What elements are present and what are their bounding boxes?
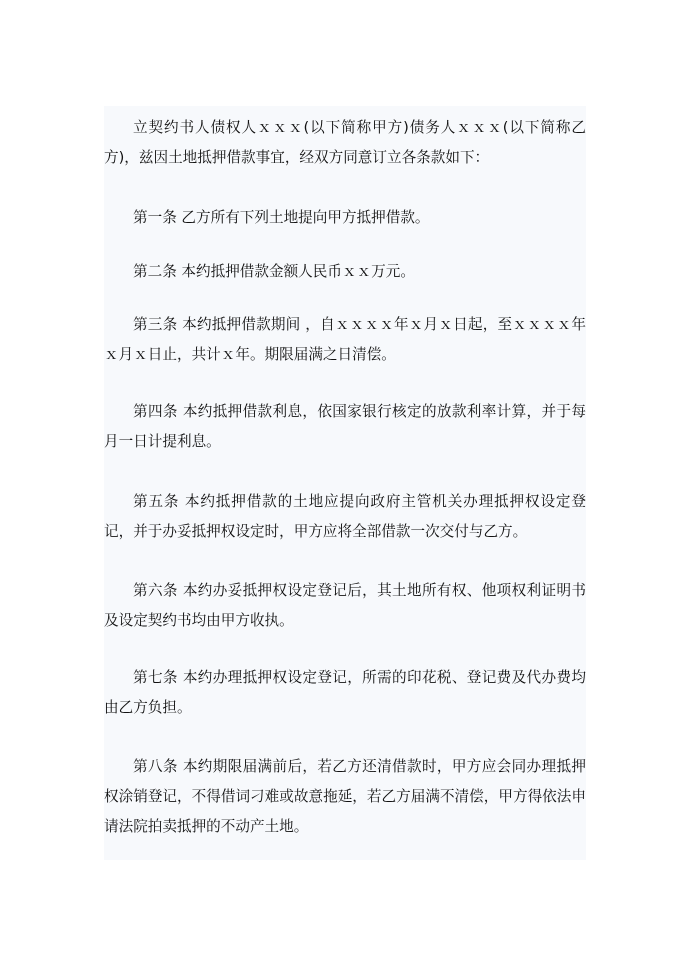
article-3-paragraph: 第三条 本约抵押借款期间 ，自ｘｘｘｘ年ｘ月ｘ日起，至ｘｘｘｘ年ｘ月ｘ日止，共计ｘ年。期限届满之日清偿。 bbox=[104, 316, 586, 363]
article-8-paragraph: 第八条 本约期限届满前后，若乙方还清借款时，甲方应会同办理抵押权涂销登记，不得借词刁难或故意拖延，若乙方届满不清偿，甲方得依法申请法院拍卖抵押的不动产土地。 bbox=[104, 758, 586, 835]
article-7-paragraph: 第七条 本约办理抵押权设定登记，所需的印花税、登记费及代办费均由乙方负担。 bbox=[104, 669, 586, 716]
preamble-paragraph: 立契约书人债权人ｘｘｘ(以下简称甲方)债务人ｘｘｘ(以下简称乙方)，兹因土地抵押借款事宜，经双方同意订立各条款如下： bbox=[104, 119, 586, 166]
article-5-paragraph: 第五条 本约抵押借款的土地应提向政府主管机关办理抵押权设定登记，并于办妥抵押权设定时，甲方应将全部借款一次交付与乙方。 bbox=[104, 493, 586, 540]
article-1-paragraph: 第一条 乙方所有下列土地提向甲方抵押借款。 bbox=[133, 209, 430, 226]
article-4-paragraph: 第四条 本约抵押借款利息，依国家银行核定的放款利率计算，并于每月一日计提利息。 bbox=[104, 403, 586, 450]
article-6-paragraph: 第六条 本约办妥抵押权设定登记后，其土地所有权、他项权利证明书及设定契约书均由甲方收执。 bbox=[104, 582, 586, 629]
article-2-paragraph: 第二条 本约抵押借款金额人民币ｘｘ万元。 bbox=[133, 263, 415, 280]
